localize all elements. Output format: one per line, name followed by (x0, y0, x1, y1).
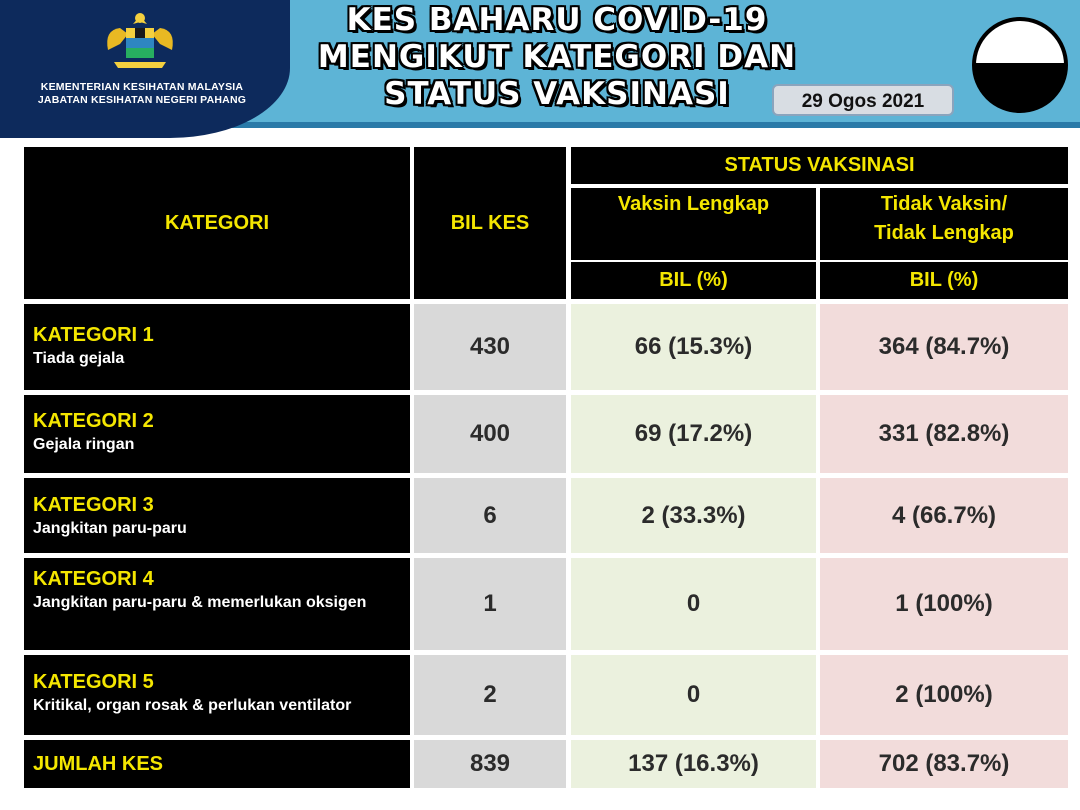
header-tidak-vaksin (820, 188, 1068, 260)
kategori-5-tidak-lengkap: 2 (100%) (820, 655, 1068, 735)
ministry-line-2: JABATAN KESIHATAN NEGERI PAHANG (37, 94, 247, 106)
jumlah-kes-label: JUMLAH KES (33, 753, 164, 775)
header-tidak-vaksin-line-1: Tidak Vaksin/ (880, 193, 1008, 215)
table-row-kategori-1 (24, 304, 410, 390)
kategori-4-desc: Jangkitan paru-paru & memerlukan oksigen (33, 594, 367, 611)
header-bil-kes-label: BIL KES (450, 211, 530, 234)
kategori-5-title: KATEGORI 5 (33, 671, 154, 693)
page-title (282, 2, 832, 113)
jumlah-kes-bil-kes: 839 (414, 740, 566, 788)
kategori-3-desc: Jangkitan paru-paru (33, 520, 187, 537)
title-line-1: KES BAHARU COVID-19 (346, 2, 768, 38)
header-kategori-label: KATEGORI (164, 211, 270, 234)
kategori-1-bil-kes: 430 (414, 304, 566, 390)
header-kategori (24, 147, 410, 299)
ministry-name (22, 81, 262, 107)
kategori-4-tidak-lengkap: 1 (100%) (820, 558, 1068, 650)
pahang-flag-icon (970, 15, 1070, 115)
jumlah-kes-tidak-lengkap: 702 (83.7%) (820, 740, 1068, 788)
header-bil-percent-2 (820, 262, 1068, 299)
header-tidak-vaksin-line-2: Tidak Lengkap (874, 222, 1014, 244)
date-badge: 29 Ogos 2021 (772, 84, 954, 116)
coat-of-arms-icon (100, 10, 180, 74)
title-line-3: STATUS VAKSINASI (384, 76, 730, 112)
kategori-2-bil-kes: 400 (414, 395, 566, 473)
table-row-jumlah-kes (24, 740, 410, 788)
header-bil-percent-1 (571, 262, 816, 299)
kategori-3-tidak-lengkap: 4 (66.7%) (820, 478, 1068, 553)
kategori-2-tidak-lengkap: 331 (82.8%) (820, 395, 1068, 473)
title-line-2: MENGIKUT KATEGORI DAN (317, 39, 797, 75)
kategori-5-bil-kes: 2 (414, 655, 566, 735)
table-row-kategori-2 (24, 395, 410, 473)
kategori-3-bil-kes: 6 (414, 478, 566, 553)
kategori-4-bil-kes: 1 (414, 558, 566, 650)
kategori-2-vaksin-lengkap: 69 (17.2%) (571, 395, 816, 473)
table-row-kategori-3 (24, 478, 410, 553)
kategori-2-title: KATEGORI 2 (33, 410, 154, 432)
header-bil-kes (414, 147, 566, 299)
kategori-4-title: KATEGORI 4 (33, 568, 154, 590)
ministry-line-1: KEMENTERIAN KESIHATAN MALAYSIA (40, 81, 244, 93)
kategori-4-vaksin-lengkap: 0 (571, 558, 816, 650)
kategori-2-desc: Gejala ringan (33, 436, 135, 453)
kategori-1-desc: Tiada gejala (33, 350, 125, 367)
kategori-1-vaksin-lengkap: 66 (15.3%) (571, 304, 816, 390)
kategori-3-title: KATEGORI 3 (33, 494, 154, 516)
kategori-5-vaksin-lengkap: 0 (571, 655, 816, 735)
header-status-vaksinasi-label: STATUS VAKSINASI (724, 154, 915, 176)
table-row-kategori-4 (24, 558, 410, 650)
header-status-vaksinasi (571, 147, 1068, 184)
header-vaksin-lengkap (571, 188, 816, 260)
kategori-1-tidak-lengkap: 364 (84.7%) (820, 304, 1068, 390)
header-vaksin-lengkap-label: Vaksin Lengkap (617, 193, 770, 215)
header-bil-percent-2-label: BIL (%) (909, 269, 979, 291)
jumlah-kes-vaksin-lengkap: 137 (16.3%) (571, 740, 816, 788)
header-bil-percent-1-label: BIL (%) (659, 269, 728, 291)
kategori-1-title: KATEGORI 1 (33, 324, 154, 346)
table-row-kategori-5 (24, 655, 410, 735)
kategori-3-vaksin-lengkap: 2 (33.3%) (571, 478, 816, 553)
kategori-5-desc: Kritikal, organ rosak & perlukan ventilator (33, 697, 352, 714)
